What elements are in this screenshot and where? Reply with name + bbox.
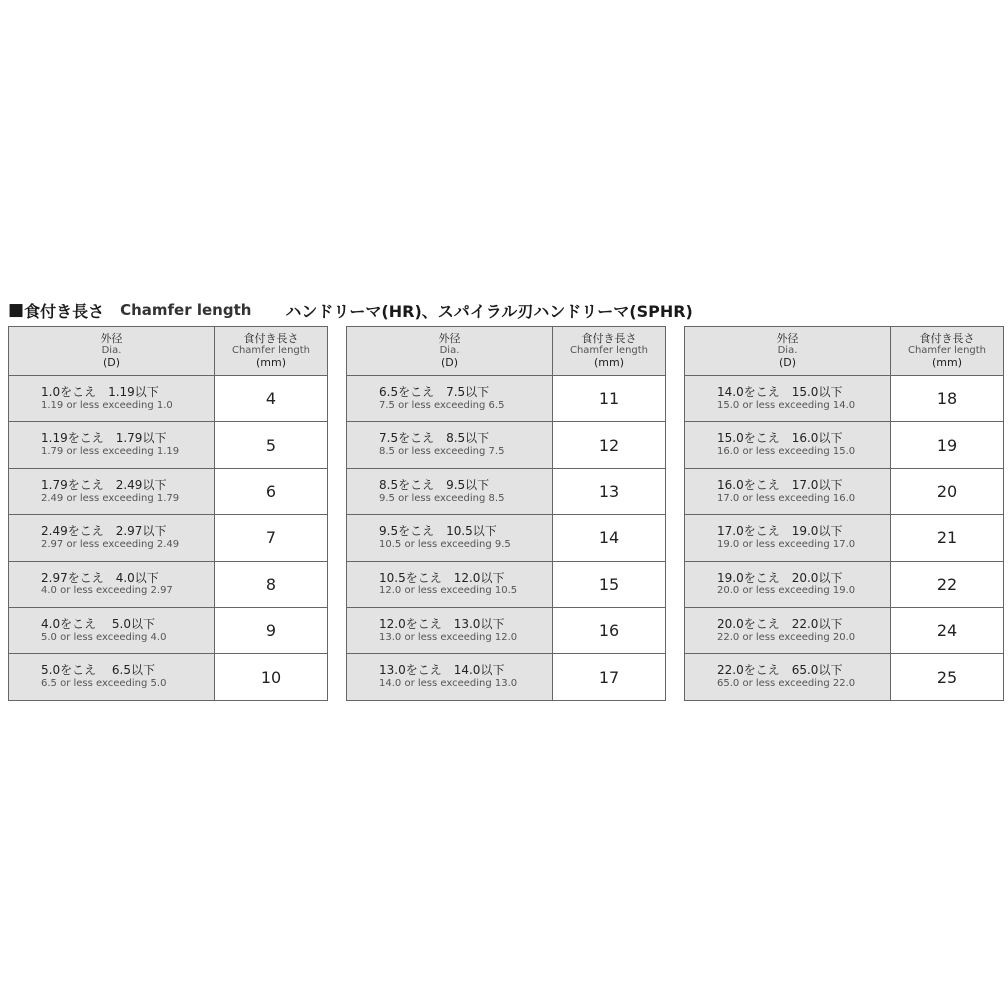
dia-range-en: 19.0 or less exceeding 17.0	[717, 539, 856, 551]
table-row	[347, 607, 666, 653]
dia-range-cell	[347, 422, 553, 468]
dia-header	[685, 327, 891, 376]
dia-range-cell	[685, 654, 891, 700]
dia-range-en: 1.19 or less exceeding 1.0	[41, 399, 173, 411]
dia-range-jp: 15.0をこえ 16.0以下	[717, 431, 843, 446]
chamfer-length-value: 11	[553, 376, 666, 422]
dia-range-en: 1.79 or less exceeding 1.19	[41, 446, 180, 458]
dia-range-cell	[685, 376, 891, 422]
dia-range-cell	[685, 422, 891, 468]
dia-header-jp: 外径	[776, 332, 799, 346]
dia-range-en: 8.5 or less exceeding 7.5	[379, 446, 505, 458]
dia-range-en: 65.0 or less exceeding 22.0	[717, 678, 856, 690]
chamfer-table-1	[8, 326, 328, 701]
section-heading	[8, 298, 998, 322]
dia-range-jp: 14.0をこえ 15.0以下	[717, 385, 843, 400]
dia-range-en: 6.5 or less exceeding 5.0	[41, 678, 167, 690]
chamfer-table-2	[346, 326, 666, 701]
dia-range-jp: 1.79をこえ 2.49以下	[41, 477, 167, 492]
chamfer-length-value: 14	[553, 515, 666, 561]
dia-range-jp: 2.97をこえ 4.0以下	[41, 570, 159, 585]
table-row	[9, 422, 328, 468]
dia-range-en: 2.97 or less exceeding 2.49	[41, 539, 180, 551]
table-row	[9, 376, 328, 422]
chamfer-header-en: Chamfer length	[569, 345, 649, 357]
dia-range-cell	[347, 515, 553, 561]
dia-range-en: 7.5 or less exceeding 6.5	[379, 399, 505, 411]
chamfer-header	[891, 327, 1004, 376]
dia-range-cell	[685, 515, 891, 561]
chamfer-length-value: 19	[891, 422, 1004, 468]
chamfer-length-value: 13	[553, 468, 666, 514]
dia-range-en: 4.0 or less exceeding 2.97	[41, 585, 173, 597]
dia-range-jp: 13.0をこえ 14.0以下	[379, 663, 505, 678]
table-row	[9, 515, 328, 561]
chamfer-length-value: 22	[891, 561, 1004, 607]
chamfer-header-jp: 食付き長さ	[581, 332, 637, 346]
heading-subtitle: ハンドリーマ(HR)、スパイラル刃ハンドリーマ(SPHR)	[285, 301, 693, 321]
dia-range-jp: 20.0をこえ 22.0以下	[717, 617, 843, 631]
chamfer-length-value: 10	[215, 654, 328, 700]
chamfer-header-jp: 食付き長さ	[919, 332, 975, 346]
dia-range-cell	[9, 654, 215, 700]
heading-jp: 食付き長さ	[24, 301, 105, 321]
chamfer-header	[553, 327, 666, 376]
dia-range-jp: 17.0をこえ 19.0以下	[717, 524, 843, 539]
dia-range-jp: 2.49をこえ 2.97以下	[41, 524, 167, 539]
dia-header-en: Dia.	[439, 345, 460, 357]
table-header-row	[685, 327, 1004, 376]
chamfer-length-value: 4	[215, 376, 328, 422]
dia-range-en: 17.0 or less exceeding 16.0	[717, 492, 856, 504]
chamfer-header-jp: 食付き長さ	[243, 332, 299, 346]
dia-range-en: 2.49 or less exceeding 1.79	[41, 492, 180, 504]
chamfer-length-value: 9	[215, 607, 328, 653]
chamfer-length-value: 12	[553, 422, 666, 468]
table-row	[347, 654, 666, 700]
dia-range-jp: 9.5をこえ 10.5以下	[379, 524, 497, 539]
chamfer-header	[215, 327, 328, 376]
chamfer-length-value: 16	[553, 607, 666, 653]
table-row	[685, 376, 1004, 422]
chamfer-length-value: 21	[891, 515, 1004, 561]
dia-range-en: 5.0 or less exceeding 4.0	[41, 631, 167, 643]
dia-range-cell	[9, 422, 215, 468]
dia-range-en: 10.5 or less exceeding 9.5	[379, 539, 511, 551]
dia-range-en: 9.5 or less exceeding 8.5	[379, 492, 505, 504]
table-header-row	[347, 327, 666, 376]
chamfer-length-value: 5	[215, 422, 328, 468]
chamfer-length-value: 20	[891, 468, 1004, 514]
dia-range-cell	[347, 654, 553, 700]
heading-en: Chamfer length	[120, 301, 252, 319]
dia-range-cell	[685, 561, 891, 607]
dia-range-jp: 8.5をこえ 9.5以下	[379, 477, 490, 492]
dia-range-cell	[347, 468, 553, 514]
dia-range-en: 15.0 or less exceeding 14.0	[717, 399, 856, 411]
dia-range-cell	[347, 607, 553, 653]
dia-range-jp: 6.5をこえ 7.5以下	[379, 385, 490, 400]
table-row	[685, 654, 1004, 700]
chamfer-length-value: 15	[553, 561, 666, 607]
chamfer-header-unit: (mm)	[255, 355, 286, 369]
table-row	[9, 561, 328, 607]
dia-range-en: 20.0 or less exceeding 19.0	[717, 585, 856, 597]
dia-range-cell	[9, 607, 215, 653]
chamfer-length-value: 18	[891, 376, 1004, 422]
dia-range-cell	[685, 607, 891, 653]
dia-range-jp: 4.0をこえ 5.0以下	[41, 617, 155, 631]
chamfer-header-unit: (mm)	[931, 355, 962, 369]
chamfer-length-value: 7	[215, 515, 328, 561]
dia-range-jp: 16.0をこえ 17.0以下	[717, 477, 843, 492]
dia-range-en: 14.0 or less exceeding 13.0	[379, 678, 518, 690]
chamfer-header-unit: (mm)	[593, 355, 624, 369]
dia-range-jp: 7.5をこえ 8.5以下	[379, 431, 490, 446]
table-row	[685, 607, 1004, 653]
dia-range-en: 12.0 or less exceeding 10.5	[379, 585, 518, 597]
dia-range-cell	[347, 561, 553, 607]
dia-range-jp: 19.0をこえ 20.0以下	[717, 570, 843, 585]
chamfer-length-value: 8	[215, 561, 328, 607]
dia-header	[9, 327, 215, 376]
dia-range-cell	[347, 376, 553, 422]
dia-header-jp: 外径	[438, 332, 461, 346]
table-row	[347, 468, 666, 514]
dia-range-jp: 22.0をこえ 65.0以下	[717, 663, 843, 678]
dia-header-unit: (D)	[440, 355, 459, 369]
chamfer-length-value: 17	[553, 654, 666, 700]
table-row	[347, 515, 666, 561]
chamfer-length-value: 6	[215, 468, 328, 514]
table-row	[685, 422, 1004, 468]
dia-range-cell	[9, 468, 215, 514]
table-row	[685, 515, 1004, 561]
chamfer-length-value: 25	[891, 654, 1004, 700]
dia-range-en: 22.0 or less exceeding 20.0	[717, 631, 856, 643]
dia-range-en: 16.0 or less exceeding 15.0	[717, 446, 856, 458]
chamfer-header-en: Chamfer length	[907, 345, 987, 357]
dia-range-cell	[9, 376, 215, 422]
table-row	[347, 422, 666, 468]
dia-range-cell	[9, 515, 215, 561]
table-row	[9, 468, 328, 514]
dia-range-jp: 5.0をこえ 6.5以下	[41, 663, 155, 678]
dia-range-jp: 10.5をこえ 12.0以下	[379, 570, 505, 585]
dia-header-en: Dia.	[101, 345, 122, 357]
table-header-row	[9, 327, 328, 376]
table-row	[685, 468, 1004, 514]
dia-header-jp: 外径	[100, 332, 123, 346]
table-row	[347, 376, 666, 422]
dia-range-jp: 1.0をこえ 1.19以下	[41, 385, 159, 400]
dia-range-cell	[9, 561, 215, 607]
table-row	[9, 607, 328, 653]
dia-header-unit: (D)	[778, 355, 797, 369]
dia-header-en: Dia.	[777, 345, 798, 357]
chamfer-table-3	[684, 326, 1004, 701]
dia-range-cell	[685, 468, 891, 514]
square-bullet-icon: ■	[8, 300, 25, 320]
dia-range-jp: 12.0をこえ 13.0以下	[379, 617, 505, 631]
dia-range-jp: 1.19をこえ 1.79以下	[41, 431, 167, 446]
table-row	[685, 561, 1004, 607]
table-row	[9, 654, 328, 700]
dia-header	[347, 327, 553, 376]
chamfer-length-value: 24	[891, 607, 1004, 653]
dia-range-en: 13.0 or less exceeding 12.0	[379, 631, 518, 643]
chamfer-header-en: Chamfer length	[231, 345, 311, 357]
table-row	[347, 561, 666, 607]
dia-header-unit: (D)	[102, 355, 121, 369]
